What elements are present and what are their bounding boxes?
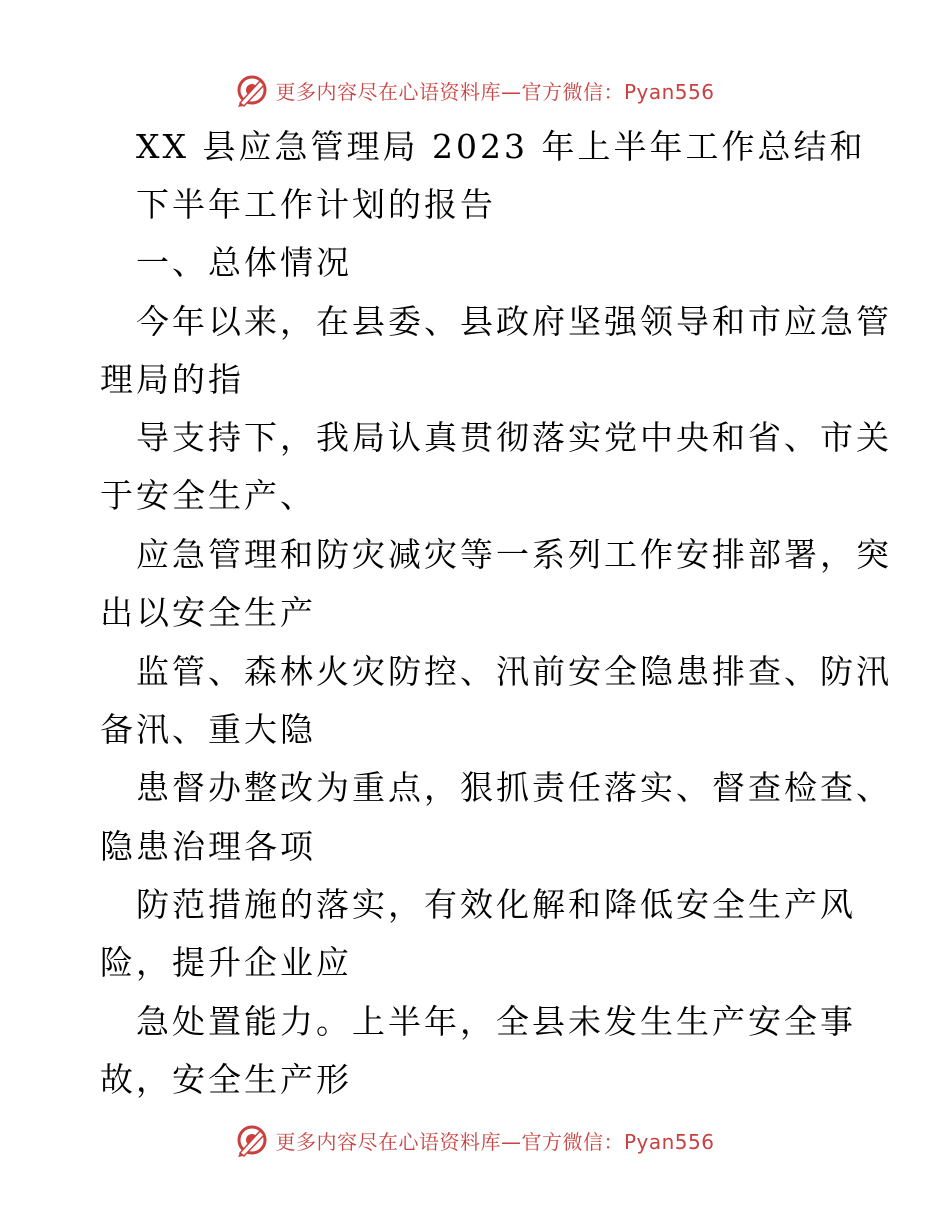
body-line: 故，安全生产形 <box>100 1060 352 1099</box>
body-line: 理局的指 <box>100 360 244 399</box>
body-line: 险，提升企业应 <box>100 943 352 982</box>
body-line: 应急管理和防灾减灾等一系列工作安排部署，突 <box>136 535 892 574</box>
body-line: 防范措施的落实，有效化解和降低安全生产风 <box>136 885 856 924</box>
watermark-top-text: 更多内容尽在心语资料库—官方微信：Pyan556 <box>275 79 715 104</box>
pen-logo-icon <box>235 1123 269 1157</box>
body-line: 今年以来，在县委、县政府坚强领导和市应急管 <box>136 302 892 341</box>
watermark-bottom-inner <box>235 1123 714 1157</box>
body-line: 隐患治理各项 <box>100 827 316 866</box>
body-line: 急处置能力。上半年，全县未发生生产安全事 <box>136 1002 856 1041</box>
section-heading: 一、总体情况 <box>136 243 352 282</box>
body-line: 出以安全生产 <box>100 593 316 632</box>
body-line: 于安全生产、 <box>100 476 316 515</box>
body-line: 监管、森林火灾防控、汛前安全隐患排查、防汛 <box>136 652 892 691</box>
document-title-line-2: 下半年工作计划的报告 <box>136 185 496 224</box>
body-line: 患督办整改为重点，狠抓责任落实、督查检查、 <box>136 768 892 807</box>
body-line: 备汛、重大隐 <box>100 710 316 749</box>
watermark-bottom <box>0 1120 950 1160</box>
document-title-line-1: XX 县应急管理局 2023 年上半年工作总结和 <box>136 127 866 166</box>
watermark-bottom-text: 更多内容尽在心语资料库—官方微信：Pyan556 <box>275 1129 715 1154</box>
body-line: 导支持下，我局认真贯彻落实党中央和省、市关 <box>136 418 892 457</box>
